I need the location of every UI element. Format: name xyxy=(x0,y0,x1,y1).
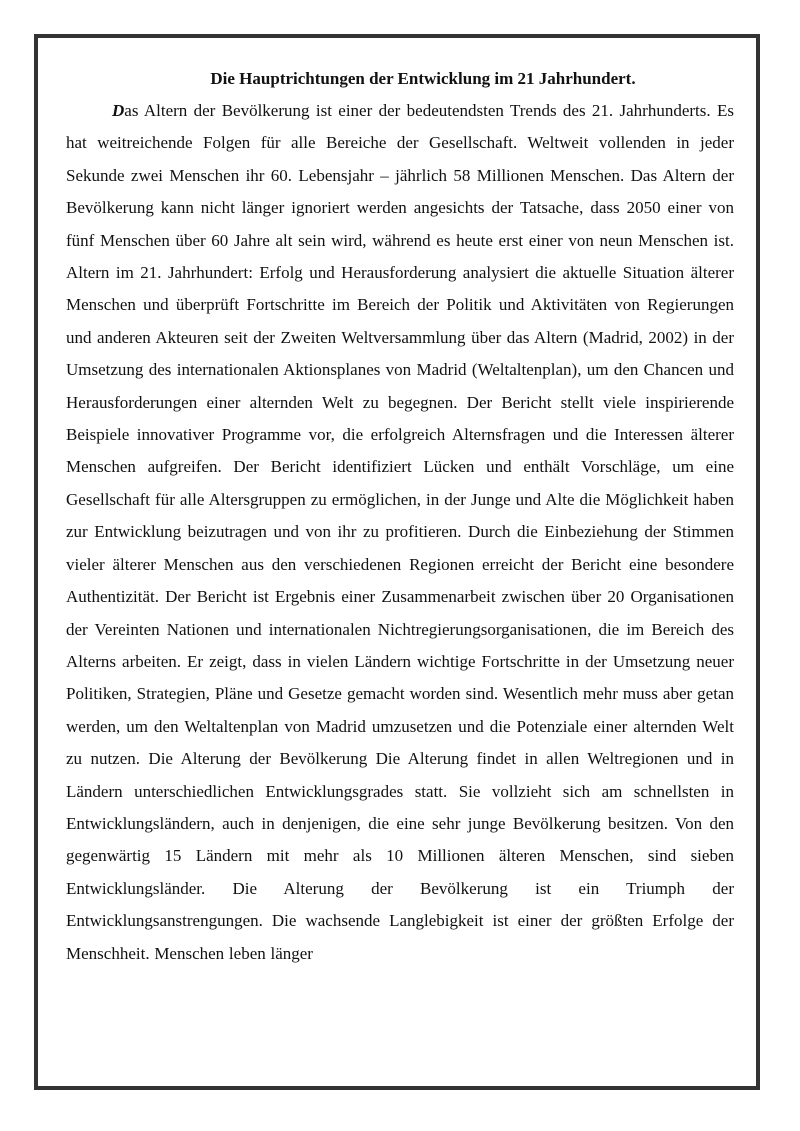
page-border xyxy=(34,34,760,1090)
document-content xyxy=(66,68,734,970)
document-title: Die Hauptrichtungen der Entwicklung im 21 Jahrhundert. xyxy=(210,69,636,88)
drop-cap-letter: D xyxy=(112,101,125,120)
body-paragraph xyxy=(66,95,734,970)
paragraph-text: as Altern der Bevölkerung ist einer der bedeutendsten Trends des 21. Jahrhunderts. Es hat weitreichende Folgen für alle Bereiche der Gesellschaft. Weltweit vollenden in jeder Sekunde zwei Menschen ihr 60. Lebensjahr – jährlich 58 Millionen Menschen. Das Altern der Bevölkerung kann nicht länger ignoriert werden angesichts der Tatsache, dass 2050 einer von fünf Menschen über 60 Jahre alt sein wird, während es heute erst einer von neun Menschen ist. Altern im 21. Jahrhundert: Erfolg und Herausforderung analysiert die aktuelle Situation älterer Menschen und überprüft Fortschritte im Bereich der Politik und Aktivitäten von Regierungen und anderen Akteuren seit der Zweiten Weltversammlung über das Altern (Madrid, 2002) in der Umsetzung des internationalen Aktionsplanes von Madrid (Weltaltenplan), um den Chancen und Herausforderungen einer alternden Welt zu begegnen. Der Bericht stellt viele inspirierende Beispiele innovativer Programme vor, die erfolgreich Alternsfragen und die Interessen älterer Menschen aufgreifen. Der Bericht identifiziert Lücken und enthält Vorschläge, um eine Gesellschaft für alle Altersgruppen zu ermöglichen, in der Junge und Alte die Möglichkeit haben zur Entwicklung beizutragen und von ihr zu profitieren. Durch die Einbeziehung der Stimmen vieler älterer Menschen aus den verschiedenen Regionen erreicht der Bericht eine besondere Authentizität. Der Bericht ist Ergebnis einer Zusammenarbeit zwischen über 20 Organisationen der Vereinten Nationen und internationalen Nichtregierungsorganisationen, die im Bereich des Alterns arbeiten. Er zeigt, dass in vielen Ländern wichtige Fortschritte in der Umsetzung neuer Politiken, Strategien, Pläne und Gesetze gemacht worden sind. Wesentlich mehr muss aber getan werden, um den Weltaltenplan von Madrid umzusetzen und die Potenziale einer alternden Welt zu nutzen. Die Alterung der Bevölkerung Die Alterung findet in allen Weltregionen und in Ländern unterschiedlichen Entwicklungsgrades statt. Sie vollzieht sich am schnellsten in Entwicklungsländern, auch in denjenigen, die eine sehr junge Bevölkerung besitzen. Von den gegenwärtig 15 Ländern mit mehr als 10 Millionen älteren Menschen, sind sieben Entwicklungsländer. Die Alterung der Bevölkerung ist ein Triumph der Entwicklungsanstrengungen. Die wachsende Langlebigkeit ist einer der größten Erfolge der Menschheit. Menschen leben länger xyxy=(66,101,734,963)
